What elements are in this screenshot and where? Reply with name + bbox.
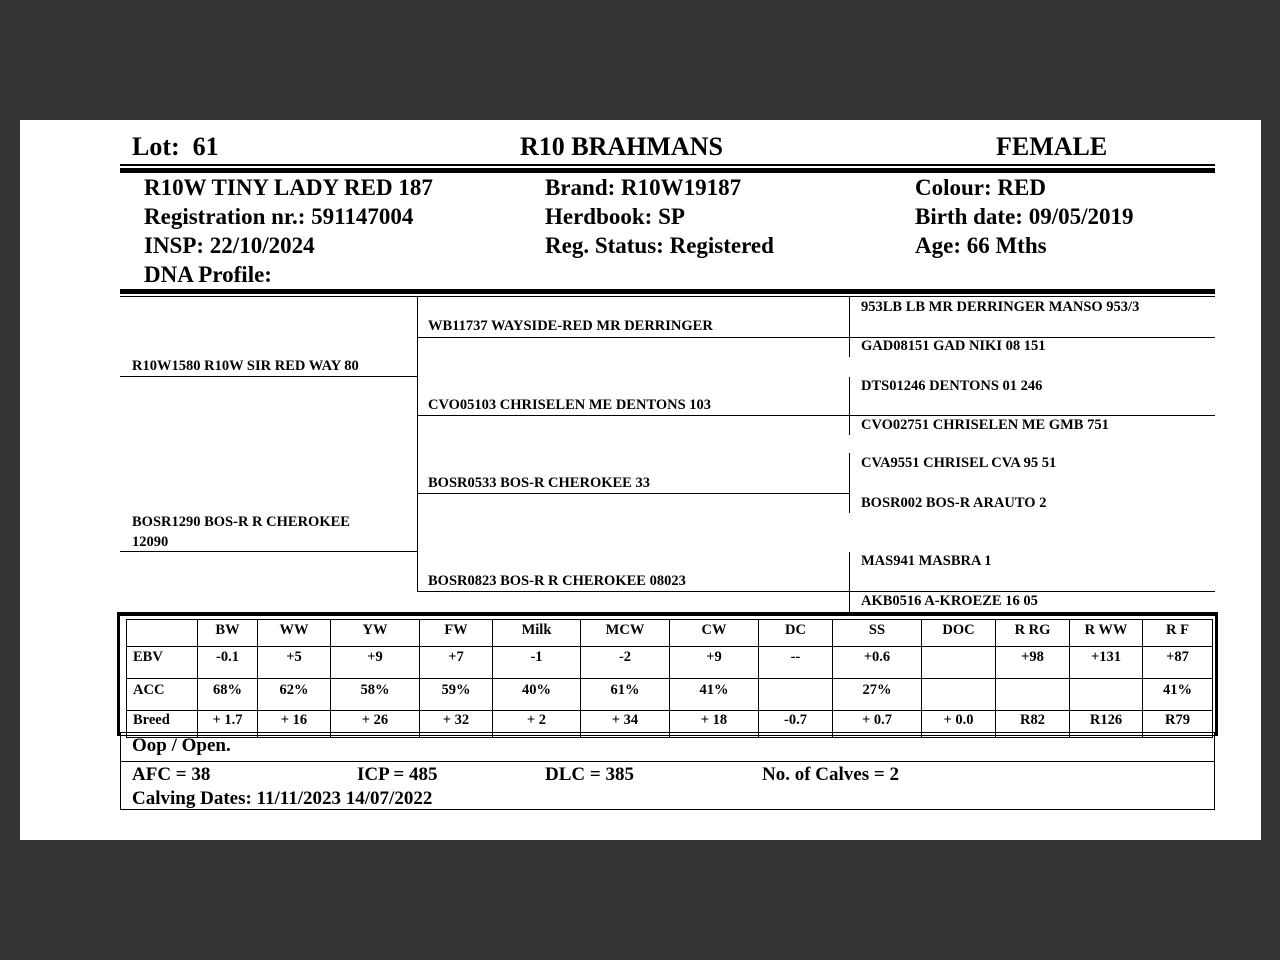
ebv-header-cell: DOC xyxy=(922,620,996,647)
animal-name: R10W TINY LADY RED 187 xyxy=(144,175,433,200)
gen2-connector xyxy=(417,297,418,592)
dam-dam-line xyxy=(417,591,849,592)
ggp-3: DTS01246 DENTONS 01 246 xyxy=(861,378,1043,394)
breed-cell: -0.7 xyxy=(759,711,833,738)
ebv-row-label: EBV xyxy=(127,647,198,679)
acc-row-label: ACC xyxy=(127,679,198,711)
ebv-cell: -- xyxy=(759,647,833,679)
ebv-section xyxy=(117,612,1218,736)
breed-cell: + 1.7 xyxy=(198,711,258,738)
dam-name-line1: BOSR1290 BOS-R R CHEROKEE xyxy=(132,514,350,530)
acc-cell: 27% xyxy=(833,679,922,711)
ggp-6: BOSR002 BOS-R ARAUTO 2 xyxy=(861,495,1047,511)
header-rule-thick xyxy=(120,168,1215,173)
reg-status: Reg. Status: Registered xyxy=(545,233,774,258)
ebv-cell: +98 xyxy=(996,647,1070,679)
breed-cell: + 0.0 xyxy=(922,711,996,738)
lot-number: 61 xyxy=(192,132,219,161)
dlc-value: DLC = 385 xyxy=(545,764,634,785)
acc-cell xyxy=(1070,679,1143,711)
ggp-8: AKB0516 A-KROEZE 16 05 xyxy=(861,593,1038,609)
ebv-cell: -0.1 xyxy=(198,647,258,679)
info-rule-thick xyxy=(120,289,1215,294)
ggp-connector-1 xyxy=(849,297,850,357)
ebv-row xyxy=(127,647,1213,679)
icp-value: ICP = 485 xyxy=(357,764,438,785)
ebv-header-cell: SS xyxy=(833,620,922,647)
ebv-cell: +5 xyxy=(258,647,331,679)
registration-number: Registration nr.: 591147004 xyxy=(144,204,414,229)
dam-sire-name: BOSR0533 BOS-R CHEROKEE 33 xyxy=(428,475,650,491)
sex-label: FEMALE xyxy=(996,132,1108,161)
ebv-header-cell: R WW xyxy=(1070,620,1143,647)
acc-cell: 58% xyxy=(331,679,420,711)
sire-dam-name: CVO05103 CHRISELEN ME DENTONS 103 xyxy=(428,397,712,413)
ebv-header-cell: YW xyxy=(331,620,420,647)
ebv-cell: -1 xyxy=(493,647,581,679)
acc-cell: 41% xyxy=(670,679,759,711)
ebv-header-cell: Milk xyxy=(493,620,581,647)
ggp-connector-4 xyxy=(849,552,850,612)
dam-dam-name: BOSR0823 BOS-R R CHEROKEE 08023 xyxy=(428,573,686,589)
breed-cell: + 32 xyxy=(420,711,493,738)
age: Age: 66 Mths xyxy=(915,233,1047,258)
acc-cell xyxy=(759,679,833,711)
ebv-header-cell xyxy=(127,620,198,647)
ggp-5: CVA9551 CHRISEL CVA 95 51 xyxy=(861,455,1057,471)
sire-name: R10W1580 R10W SIR RED WAY 80 xyxy=(132,358,359,374)
sire-dam-line xyxy=(417,415,849,416)
acc-row xyxy=(127,679,1213,711)
ebv-header-cell: R F xyxy=(1143,620,1213,647)
acc-cell: 59% xyxy=(420,679,493,711)
dam-name-line2: 12090 xyxy=(132,534,169,550)
acc-cell: 68% xyxy=(198,679,258,711)
ebv-cell: +87 xyxy=(1143,647,1213,679)
ebv-table xyxy=(126,619,1213,738)
breed-cell: + 34 xyxy=(581,711,670,738)
ebv-cell xyxy=(922,647,996,679)
ggp-1: 953LB LB MR DERRINGER MANSO 953/3 xyxy=(861,299,1140,315)
dam-sire-line xyxy=(417,493,849,494)
ggp-7: MAS941 MASBRA 1 xyxy=(861,553,992,569)
info-rule-thin xyxy=(120,296,1215,297)
sire-sire-name: WB11737 WAYSIDE-RED MR DERRINGER xyxy=(428,318,713,334)
herdbook: Herdbook: SP xyxy=(545,204,685,229)
breed-row-label: Breed xyxy=(127,711,198,738)
ebv-cell: +9 xyxy=(331,647,420,679)
breeding-summary xyxy=(120,732,1215,810)
calves-count: No. of Calves = 2 xyxy=(762,764,899,785)
afc-value: AFC = 38 xyxy=(132,764,211,785)
breed-cell: + 26 xyxy=(331,711,420,738)
birth-date: Birth date: 09/05/2019 xyxy=(915,204,1134,229)
ebv-header-cell: WW xyxy=(258,620,331,647)
ebv-cell: +7 xyxy=(420,647,493,679)
dam-line xyxy=(120,551,417,552)
dna-profile: DNA Profile: xyxy=(144,262,272,287)
breed-cell: R126 xyxy=(1070,711,1143,738)
lot-label-text: Lot: xyxy=(132,132,180,161)
acc-cell: 41% xyxy=(1143,679,1213,711)
acc-cell: 62% xyxy=(258,679,331,711)
ebv-header-row xyxy=(127,620,1213,647)
ebv-cell: -2 xyxy=(581,647,670,679)
acc-cell: 61% xyxy=(581,679,670,711)
acc-cell xyxy=(922,679,996,711)
breed-cell: + 2 xyxy=(493,711,581,738)
acc-cell xyxy=(996,679,1070,711)
ebv-header-cell: BW xyxy=(198,620,258,647)
ebv-header-cell: DC xyxy=(759,620,833,647)
breed-cell: + 16 xyxy=(258,711,331,738)
breed-cell: R79 xyxy=(1143,711,1213,738)
ggp-connector-3 xyxy=(849,453,850,513)
ebv-header-cell: MCW xyxy=(581,620,670,647)
ebv-header-cell: FW xyxy=(420,620,493,647)
brand: Brand: R10W19187 xyxy=(545,175,742,200)
lot-label xyxy=(132,132,219,162)
ebv-header-cell: CW xyxy=(670,620,759,647)
ggp-line-3 xyxy=(849,415,1215,416)
ebv-header-cell: R RG xyxy=(996,620,1070,647)
ebv-cell: +9 xyxy=(670,647,759,679)
sire-line xyxy=(120,376,417,377)
colour: Colour: RED xyxy=(915,175,1046,200)
breed-cell: + 18 xyxy=(670,711,759,738)
summary-divider xyxy=(121,761,1214,762)
ebv-cell: +131 xyxy=(1070,647,1143,679)
calving-dates: Calving Dates: 11/11/2023 14/07/2022 xyxy=(132,788,433,809)
ggp-connector-2 xyxy=(849,377,850,435)
pregnancy-status: Oop / Open. xyxy=(132,735,231,756)
insp-date: INSP: 22/10/2024 xyxy=(144,233,315,258)
ggp-line-7 xyxy=(849,591,1215,592)
sire-sire-line xyxy=(417,337,849,338)
breed-cell: R82 xyxy=(996,711,1070,738)
header-rule-thin xyxy=(120,164,1215,166)
ggp-4: CVO02751 CHRISELEN ME GMB 751 xyxy=(861,417,1109,433)
breeder-name: R10 BRAHMANS xyxy=(520,132,723,161)
acc-cell: 40% xyxy=(493,679,581,711)
ggp-2: GAD08151 GAD NIKI 08 151 xyxy=(861,338,1046,354)
breed-cell: + 0.7 xyxy=(833,711,922,738)
ebv-cell: +0.6 xyxy=(833,647,922,679)
lot-card xyxy=(20,120,1261,840)
